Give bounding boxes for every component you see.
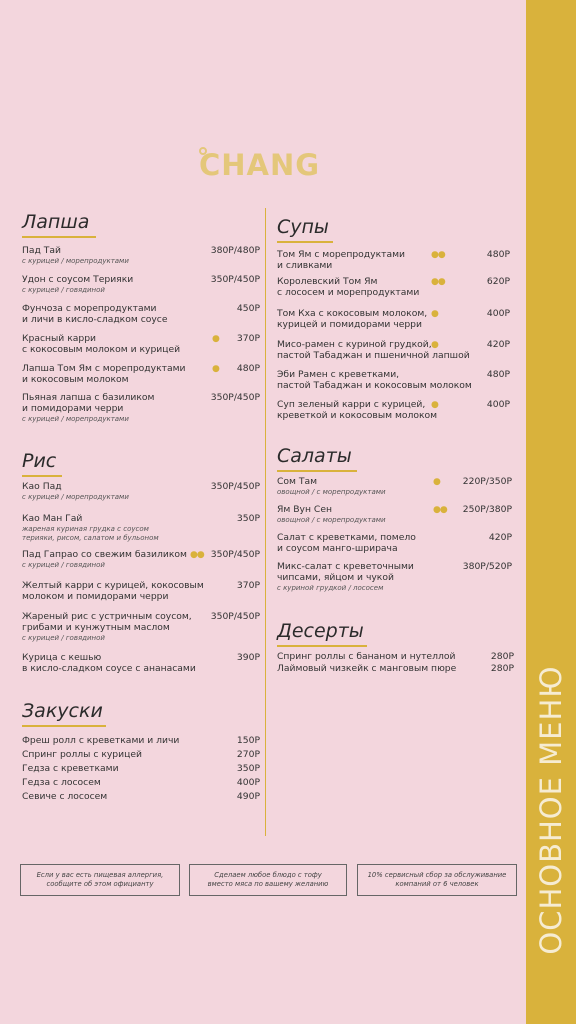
menu-item-price: 270Р <box>236 749 260 760</box>
menu-item-name: Пад Гапрао со свежим базиликом <box>22 549 187 560</box>
menu-item-name: Салат с креветками, помело и соусом манго-шрирача <box>277 532 416 554</box>
menu-item <box>277 249 510 271</box>
note-service <box>357 864 517 896</box>
spicy-icon: ●● <box>190 550 204 560</box>
column-divider <box>265 208 266 836</box>
menu-item-name: Микс-салат с креветочными чипсами, яйцом и чукой <box>277 561 414 583</box>
menu-item-name: Гедза с креветками <box>22 763 119 774</box>
menu-item-name: Фреш ролл с креветками и личи <box>22 735 180 746</box>
menu-item-price: 350Р/450Р <box>210 481 260 492</box>
menu-item-option: с куриной грудкой / лососем <box>277 584 384 592</box>
spicy-icon: ●● <box>433 505 447 515</box>
menu-item-name: Том Кха с кокосовым молоком, курицей и помидорами черри <box>277 308 428 330</box>
menu-item-name: Суп зеленый карри с курицей, креветкой и кокосовым молоком <box>277 399 438 421</box>
menu-item-name: Желтый карри с курицей, кокосовым молоком и помидорами черри <box>22 580 204 602</box>
menu-item <box>277 308 510 330</box>
menu-item <box>22 777 260 788</box>
menu-item-name: Эби Рамен с креветками, пастой Табаджан и кокосовым молоком <box>277 369 472 391</box>
menu-item <box>22 245 260 266</box>
menu-item-price: 350Р/450Р <box>210 392 260 403</box>
menu-item-name: Као Ман Гай <box>22 513 83 524</box>
spicy-icon: ● <box>212 364 219 374</box>
menu-item-price: 400Р <box>236 777 260 788</box>
menu-item-price: 370Р <box>236 580 260 591</box>
menu-item-name: Мисо-рамен с куриной грудкой, пастой Табаджан и пшеничной лапшой <box>277 339 470 361</box>
menu-item-option: с курицей / говядиной <box>22 561 105 569</box>
menu-item-price: 350Р <box>236 513 260 524</box>
menu-item-name: Жареный рис с устричным соусом, грибами и кунжутным маслом <box>22 611 192 633</box>
note-allergy-text: Если у вас есть пищевая аллергия, сообщите об этом официанту <box>36 871 164 888</box>
menu-item-price: 620Р <box>486 276 510 287</box>
menu-item-price: 490Р <box>236 791 260 802</box>
menu-item-price: 480Р <box>236 363 260 374</box>
menu-item-price: 420Р <box>486 339 510 350</box>
menu-item-name: Севиче с лососем <box>22 791 108 802</box>
menu-item-option: с курицей / морепродуктами <box>22 257 129 265</box>
menu-item-price: 280Р <box>490 651 514 662</box>
section-title-noodles: Лапша <box>22 211 89 236</box>
menu-item <box>22 791 260 802</box>
menu-item-name: Фунчоза с морепродуктами и личи в кисло-сладком соусе <box>22 303 168 325</box>
menu-item-option: с курицей / говядиной <box>22 286 105 294</box>
menu-item-price: 480Р <box>486 249 510 260</box>
menu-item <box>22 513 260 543</box>
menu-item-name: Курица с кешью в кисло-сладком соусе с ананасами <box>22 652 196 674</box>
spicy-icon: ●● <box>431 250 445 260</box>
menu-item-name: Спринг роллы с бананом и нутеллой <box>277 651 456 662</box>
menu-item-price: 350Р/450Р <box>210 549 260 560</box>
menu-item <box>22 392 260 424</box>
menu-item-price: 350Р <box>236 763 260 774</box>
menu-item <box>22 611 260 643</box>
menu-item-name: Пад Тай <box>22 245 62 256</box>
menu-item <box>22 749 260 760</box>
menu-item <box>277 504 512 525</box>
menu-item <box>22 333 260 355</box>
menu-item <box>22 549 260 570</box>
menu-item-price: 400Р <box>486 308 510 319</box>
menu-item <box>22 763 260 774</box>
menu-item-price: 220Р/350Р <box>462 476 512 487</box>
logo: CHANG <box>198 148 321 182</box>
menu-item-name: Гедза с лососем <box>22 777 101 788</box>
menu-item <box>277 532 512 554</box>
spicy-icon: ● <box>212 334 219 344</box>
menu-item-option: с курицей / говядиной <box>22 634 105 642</box>
menu-item-option: с курицей / морепродуктами <box>22 493 129 501</box>
menu-item <box>22 580 260 602</box>
menu-item <box>277 369 510 391</box>
menu-item-price: 380Р/520Р <box>462 561 512 572</box>
menu-item <box>277 476 512 497</box>
menu-item-price: 380Р/480Р <box>210 245 260 256</box>
menu-item <box>277 651 514 662</box>
menu-item <box>277 276 510 298</box>
menu-item-name: Королевский Том Ям с лососем и морепродуктами <box>277 276 420 298</box>
menu-item <box>22 303 260 325</box>
menu-item <box>22 274 260 295</box>
menu-item-option: овощной / с морепродуктами <box>277 516 386 524</box>
menu-item-name: Лапша Том Ям с морепродуктами и кокосовым молоком <box>22 363 186 385</box>
menu-item-name: Лаймовый чизкейк с манговым пюре <box>277 663 457 674</box>
menu-item-price: 480Р <box>486 369 510 380</box>
menu-item <box>22 481 260 502</box>
menu-item-price: 420Р <box>488 532 512 543</box>
menu-item <box>277 561 512 593</box>
menu-item-price: 150Р <box>236 735 260 746</box>
menu-item-name: Том Ям с морепродуктами и сливками <box>277 249 406 271</box>
menu-item-name: Као Пад <box>22 481 62 492</box>
menu-item-price: 250Р/380Р <box>462 504 512 515</box>
section-title-desserts: Десерты <box>277 620 364 645</box>
menu-item <box>22 652 260 674</box>
spicy-icon: ● <box>431 309 438 319</box>
note-tofu <box>189 864 347 896</box>
section-title-rice: Рис <box>22 450 56 475</box>
spicy-icon: ● <box>431 340 438 350</box>
menu-item-price: 370Р <box>236 333 260 344</box>
spicy-icon: ● <box>431 400 438 410</box>
note-service-text: 10% сервисный сбор за обслуживание компаний от 6 человек <box>367 871 507 888</box>
section-title-snacks: Закуски <box>22 700 103 725</box>
menu-item <box>22 735 260 746</box>
menu-item-name: Ям Вун Сен <box>277 504 332 515</box>
menu-item <box>277 399 510 421</box>
menu-item-name: Удон с соусом Терияки <box>22 274 134 285</box>
note-allergy <box>20 864 180 896</box>
menu-item-price: 400Р <box>486 399 510 410</box>
menu-item-name: Сом Там <box>277 476 318 487</box>
menu-item-price: 280Р <box>490 663 514 674</box>
menu-item-name: Спринг роллы с курицей <box>22 749 142 760</box>
spicy-icon: ● <box>433 477 440 487</box>
menu-item <box>277 663 514 674</box>
spicy-icon: ●● <box>431 277 445 287</box>
menu-item-name: Красный карри с кокосовым молоком и курицей <box>22 333 181 355</box>
menu-item <box>277 339 510 361</box>
menu-item-option: жареная куриная грудка с соусом терияки, рисом, салатом и бульоном <box>22 525 159 542</box>
menu-item <box>22 363 260 385</box>
section-title-salads: Салаты <box>277 445 352 470</box>
menu-item-price: 390Р <box>236 652 260 663</box>
menu-item-price: 450Р <box>236 303 260 314</box>
menu-item-option: с курицей / морепродуктами <box>22 415 129 423</box>
menu-item-price: 350Р/450Р <box>210 611 260 622</box>
section-title-soups: Супы <box>277 216 329 241</box>
note-tofu-text: Сделаем любое блюдо с тофу вместо мяса по вашему желанию <box>207 871 329 888</box>
menu-item-price: 350Р/450Р <box>210 274 260 285</box>
side-label: ОСНОВНОЕ МЕНЮ <box>534 665 568 955</box>
menu-item-name: Пьяная лапша с базиликом и помидорами черри <box>22 392 155 414</box>
menu-item-option: овощной / с морепродуктами <box>277 488 386 496</box>
